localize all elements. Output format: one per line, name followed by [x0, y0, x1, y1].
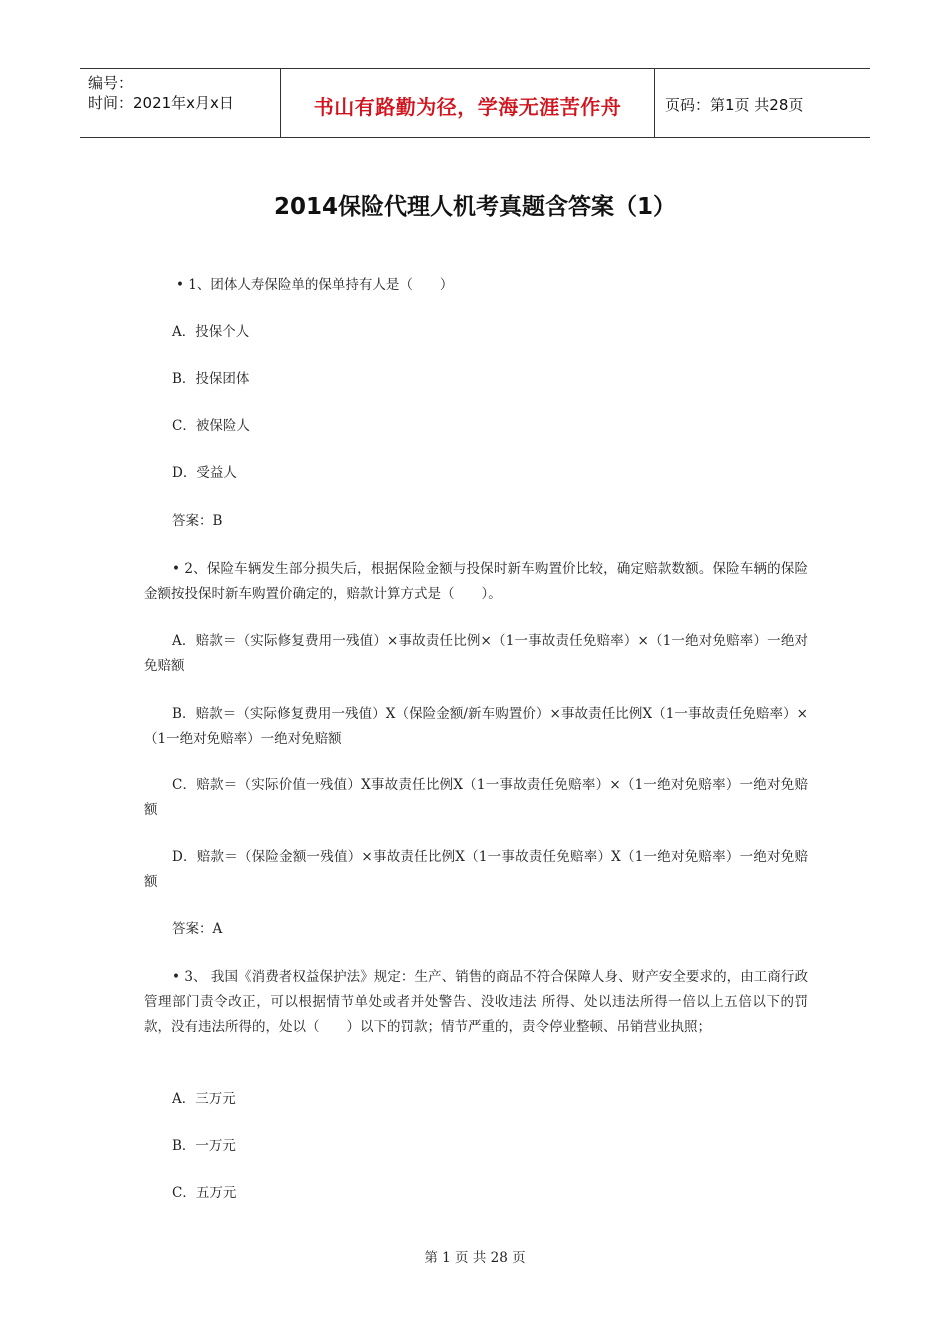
q2-option-d: D．赔款＝（保险金额一残值）×事故责任比例X（1一事故责任免赔率）X（1一绝对免赔率）一绝对免赔额: [144, 849, 808, 890]
q3-option-c: C．五万元: [172, 1185, 237, 1201]
date-line: 时间：2021年x月x日: [88, 94, 234, 112]
q3-option-b: B．一万元: [172, 1138, 236, 1154]
q3-option-a: A．三万元: [172, 1091, 236, 1107]
question-3: • 3、 我国《消费者权益保护法》规定：生产、销售的商品不符合保障人身、财产安全要求的，由工商行政管理部门责令改正，可以根据情节单处或者并处警告、没收违法 所得、处以违法所得一倍以上五倍以下的罚款，没有违法所得的，处以（ ）以下的罚款；情节严重的，责令停业整顿、吊销营业执照；: [144, 969, 808, 1035]
page-header: [80, 68, 870, 138]
header-meta-cell: [80, 69, 281, 137]
header-motto-cell: [281, 69, 655, 137]
q1-option-b: B．投保团体: [172, 371, 250, 387]
page-info: 页码：第1页 共28页: [665, 96, 804, 114]
header-page-cell: [655, 69, 870, 137]
code-label: 编号：: [88, 74, 134, 92]
question-1: • 1、团体人寿保险单的保单持有人是（ ）: [176, 277, 454, 293]
q2-option-c: C．赔款＝（实际价值一残值）X事故责任比例X（1一事故责任免赔率）×（1一绝对免赔率）一绝对免赔额: [144, 777, 808, 818]
q2-option-a: A．赔款＝（实际修复费用一残值）×事故责任比例×（1一事故责任免赔率）×（1一绝对免赔率）一绝对免赔额: [144, 633, 808, 674]
q1-answer: 答案：B: [172, 513, 223, 529]
document-title: 2014保险代理人机考真题含答案（1）: [273, 194, 677, 220]
q2-option-b: B．赔款＝（实际修复费用一残值）X（保险金额/新车购置价）×事故责任比例X（1一事故责任免赔率）×（1一绝对免赔率）一绝对免赔额: [144, 706, 808, 747]
q1-option-c: C．被保险人: [172, 418, 250, 434]
q2-answer: 答案：A: [172, 921, 223, 937]
motto: 书山有路勤为径，学海无涯苦作舟: [313, 95, 622, 119]
page-footer: 第 1 页 共 28 页: [424, 1250, 526, 1266]
q1-option-d: D．受益人: [172, 465, 237, 481]
q1-option-a: A．投保个人: [172, 324, 250, 340]
question-2: • 2、保险车辆发生部分损失后，根据保险金额与投保时新车购置价比较，确定赔款数额。保险车辆的保险金额按投保时新车购置价确定的，赔款计算方式是（ ）。: [144, 561, 808, 602]
